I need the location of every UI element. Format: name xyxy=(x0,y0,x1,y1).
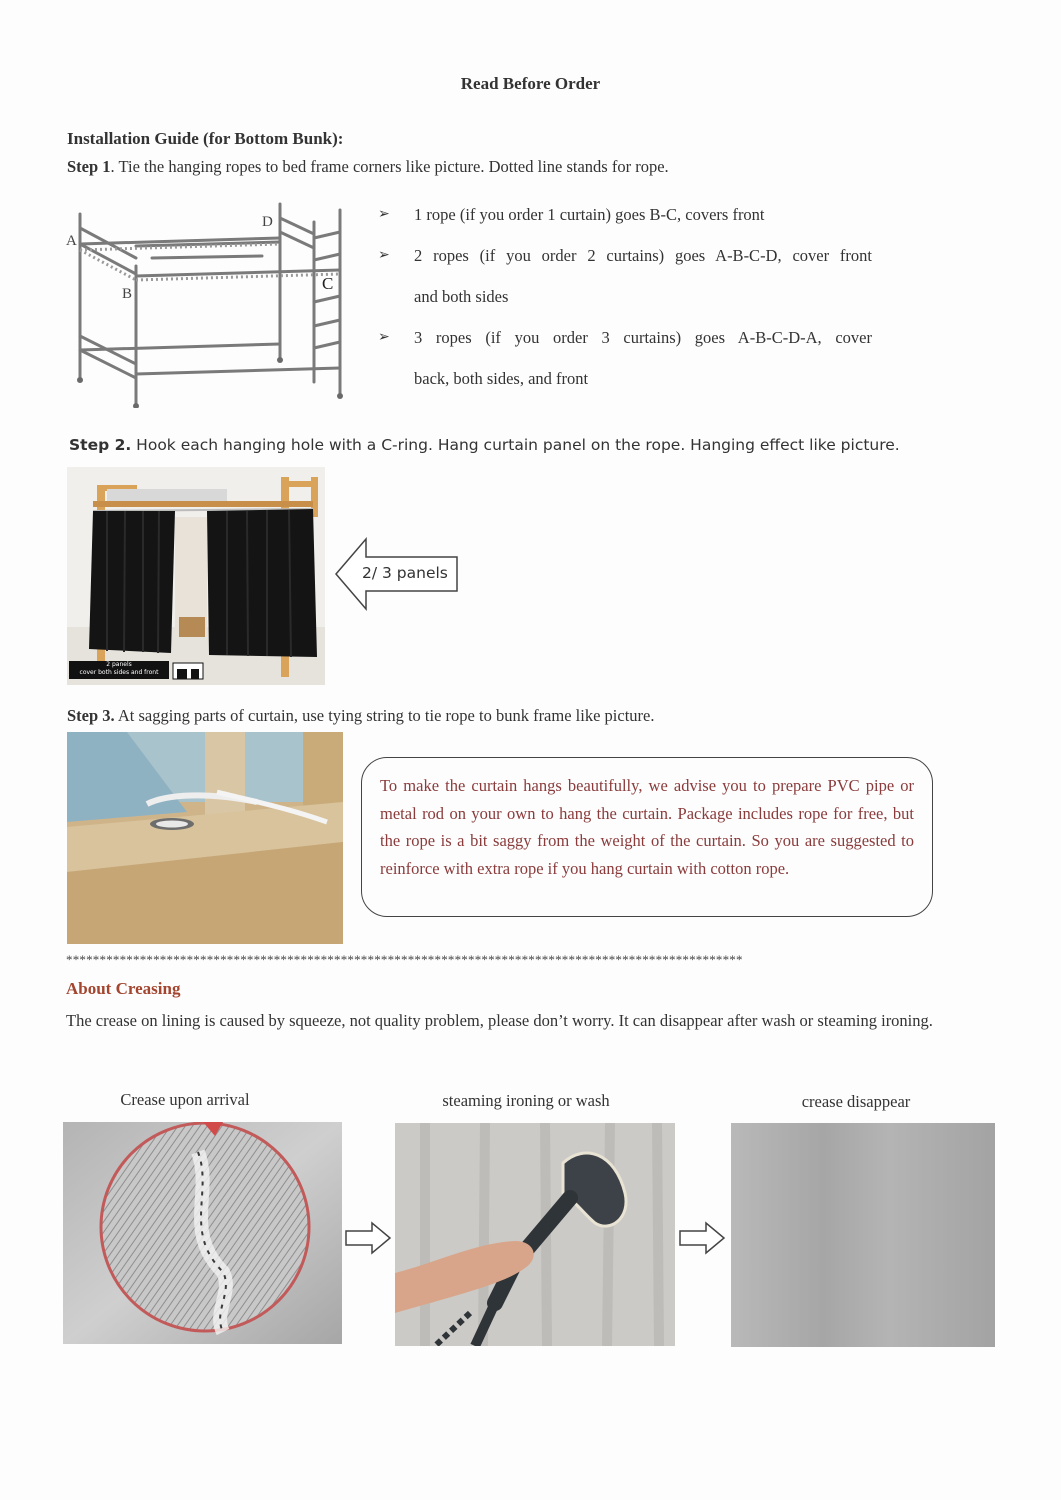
caption-crease-arrival: Crease upon arrival xyxy=(120,1090,250,1109)
step2-text: Hook each hanging hole with a C-ring. Hang curtain panel on the rope. Hanging effect like picture. xyxy=(131,436,900,454)
bullet-1-text: 1 rope (if you order 1 curtain) goes B-C, covers front xyxy=(414,205,765,224)
smooth-fabric-illustration xyxy=(731,1123,995,1347)
curtain-photo-illustration xyxy=(67,467,325,685)
right-arrow-icon-2 xyxy=(678,1221,726,1255)
curtain-hanging-photo xyxy=(67,467,325,685)
step1-text: . Tie the hanging ropes to bed frame corners like picture. Dotted line stands for rope. xyxy=(110,157,669,176)
step2-line xyxy=(69,436,900,454)
bunk-bed-diagram xyxy=(62,198,352,408)
diagram-label-a: A xyxy=(66,233,77,249)
right-arrow-icon-1 xyxy=(344,1221,392,1255)
bullet-3-line2: back, both sides, and front xyxy=(414,369,589,388)
rope-tie-illustration xyxy=(67,732,343,944)
step1-label: Step 1 xyxy=(67,157,111,176)
crease-gone-photo xyxy=(731,1123,995,1347)
bullet-2-line2: and both sides xyxy=(414,287,509,306)
bullet-item-2 xyxy=(378,235,878,317)
photo-caption-line1: 2 panels xyxy=(106,661,132,668)
crease-magnified-illustration xyxy=(63,1122,342,1344)
diagram-label-d: D xyxy=(262,214,273,230)
page-title: Read Before Order xyxy=(460,74,601,93)
arrow-bullet-icon: ➢ xyxy=(378,330,390,345)
creasing-text: The crease on lining is caused by squeeze, not quality problem, please don’t worry. It can disappear after wash or steaming ironing. xyxy=(66,1011,933,1030)
advice-note-text: To make the curtain hangs beautifully, we advise you to prepare PVC pipe or metal rod on your own to hang the curtain. Package includes rope for free, but the rope is a bit saggy from the weight of the curtain. So you are suggested to reinforce with extra rope if you hang curtain with cotton rope. xyxy=(380,776,914,878)
step3-label: Step 3. xyxy=(67,706,115,725)
arrow-bullet-icon: ➢ xyxy=(378,207,390,222)
bullet-3-line1: 3 ropes (if you order 3 curtains) goes A-B-C-D-A, cover xyxy=(414,328,872,347)
diagram-label-c: C xyxy=(322,274,334,293)
arrow-callout-label: 2/ 3 panels xyxy=(362,564,448,582)
rope-tie-photo xyxy=(67,732,343,944)
caption-steaming: steaming ironing or wash xyxy=(442,1091,610,1110)
arrow-bullet-icon: ➢ xyxy=(378,248,390,263)
creasing-heading: About Creasing xyxy=(66,979,181,998)
steamer-illustration xyxy=(395,1123,675,1346)
installation-heading: Installation Guide (for Bottom Bunk): xyxy=(67,129,344,148)
diagram-label-b: B xyxy=(122,286,133,302)
star-divider: ***************************************************************************************************** xyxy=(66,952,743,967)
caption-crease-disappear: crease disappear xyxy=(801,1092,911,1111)
step2-label: Step 2. xyxy=(69,436,132,454)
step3-text: At sagging parts of curtain, use tying string to tie rope to bunk frame like picture. xyxy=(114,706,655,725)
bullet-2-line1: 2 ropes (if you order 2 curtains) goes A-B-C-D, cover front xyxy=(414,246,872,265)
step1-line xyxy=(67,157,967,177)
steaming-photo xyxy=(395,1123,675,1346)
step3-line xyxy=(67,706,967,726)
crease-arrival-photo xyxy=(63,1122,342,1344)
photo-caption-line2: cover both sides and front xyxy=(79,669,159,676)
bullet-item-3 xyxy=(378,317,878,399)
